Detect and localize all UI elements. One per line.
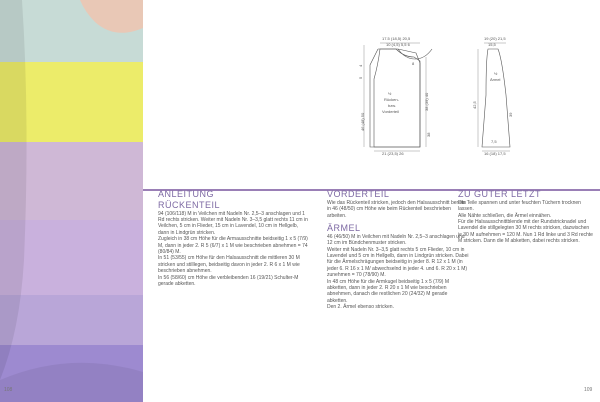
back-mid-label: 8 xyxy=(412,61,415,66)
sweater-photo xyxy=(0,0,143,402)
sleeve-bottom-label: 7,5 xyxy=(491,139,497,144)
column-instructions xyxy=(158,189,308,287)
back-center-label-4: Vorderteil xyxy=(382,109,399,114)
heading-zu-guter-letzt: ZU GUTER LETZT xyxy=(458,189,541,199)
body-piece-outline xyxy=(370,49,432,147)
finishing-text: Die Teile spannen und unter feuchten Tüchern trocknen lassen. Alle Nähte schließen, die Ärmel einnähen. Für die Halsausschnittblende mit der Rundstricknadel und Lavendel die stillgelegten 30 M rechts stricken, dazwischen je 30 M aufnehmen = 120 M. Nun 1 Rd linke und 3 Rd rechte M stricken. Dann die M abketten, dabei rechts stricken. xyxy=(458,199,593,245)
back-left2-label: 5 xyxy=(358,76,363,79)
back-bottom-label: 21 (23,5) 26 xyxy=(382,151,404,156)
heading-aermel: ÄRMEL xyxy=(327,222,361,233)
sleeve-side2-label: 39 xyxy=(508,112,513,117)
sleeve-bottom2-label: 16 (18) 17,5 xyxy=(484,151,506,156)
page-number-right: 109 xyxy=(584,387,593,393)
heading-rueckenteil: RÜCKENTEIL xyxy=(158,199,221,210)
rueckenteil-text: 94 (106/118) M in Veilchen mit Nadeln Nr. 2,5–3 anschlagen und 1 Rd rechts stricken. Weiter mit Nadeln Nr. 3–3,5 glatt rechts 11 cm in Veilchen, 5 cm in Flieder, 15 cm in Lavendel, 10 cm in Hellgelb, dann in Lindgrün stricken. Zugleich in 38 cm Höhe für die Armausschnitte beidseitig 1 x 5 (7/9) M, dann in jeder 2. R 5 (6/7) x 1 M wie beschrieben abnehmen = 74 (80/84) M. In 51 (53/55) cm Höhe für den Halsausschnitt die mittleren 30 M stricken und stilllegen, beidseitig davon in jeder 2. R 6 x 1 M wie beschrieben abnehmen. In 56 (58/60) cm Höhe die verbleibenden 16 (19/21) Schulter-M gerade abketten. xyxy=(158,210,308,287)
sleeve-center-label-2: Ärmel xyxy=(490,77,501,82)
sleeve-outline xyxy=(482,49,510,147)
column-front-sleeve xyxy=(327,189,469,310)
heading-anleitung: ANLEITUNG xyxy=(158,189,215,199)
back-center-label-1: ½ xyxy=(388,91,392,96)
back-top2-label: 10 (4,5) 5,5 6 xyxy=(386,42,410,47)
back-height-label: 46 (48) 50 xyxy=(360,112,365,131)
stripe-lavender xyxy=(0,295,143,345)
aermel-text: 46 (46/50) M in Veilchen mit Nadeln Nr. 2,5–3 anschlagen und 12 cm im Bündchenmuster stricken. Weiter mit Nadeln Nr. 3–3,5 glatt rechts 5 cm Flieder, 10 cm in Lavendel und 5 cm in Hellgelb, dann in Lindgrün stricken. Dabei für die Ärmelschrägungen beidseitig in jeder 8. R 12 x 1 M (in jeder 6. R 16 x 1 M/ abwechselnd in jeder 4. und 6. R 20 x 1 M) zunehmen = 70 (78/90) M. In 48 cm Höhe für die Armkugel beidseitig 1 x 5 (7/9) M abketten, dann in jeder 2. R 20 x 1 M wie beschrieben abnehmen, danach die restlichen 20 (24/32) M gerade abketten. Den 2. Ärmel ebenso stricken. xyxy=(327,233,469,311)
page-number-left: 108 xyxy=(4,387,13,393)
back-left1-label: 4 xyxy=(358,64,363,67)
back-center-label-3: bzw. xyxy=(388,103,397,108)
back-side2-label: 38 xyxy=(426,132,431,137)
back-top-label: 17.5 (18,5) 20,5 xyxy=(382,36,411,41)
vorderteil-text: Wie das Rückenteil stricken, jedoch den Halsausschnitt bereits in 46 (48/50) cm Höhe wie beim Rückenteil beschrieben arbeiten. xyxy=(327,199,466,219)
sleeve-top2-label: 15,5 xyxy=(488,42,496,47)
sleeve-top-label: 19 (20) 21,5 xyxy=(484,36,506,41)
sleeve-center-label-1: ½ xyxy=(494,71,498,76)
sleeve-side-label: 42,5 xyxy=(472,101,477,109)
back-side1-label: 38 (39) 40 xyxy=(424,92,429,111)
back-center-label-2: Rücken- xyxy=(384,97,399,102)
schematic-diagram xyxy=(360,35,525,155)
column-finishing xyxy=(458,189,593,245)
heading-vorderteil: VORDERTEIL xyxy=(327,189,390,199)
